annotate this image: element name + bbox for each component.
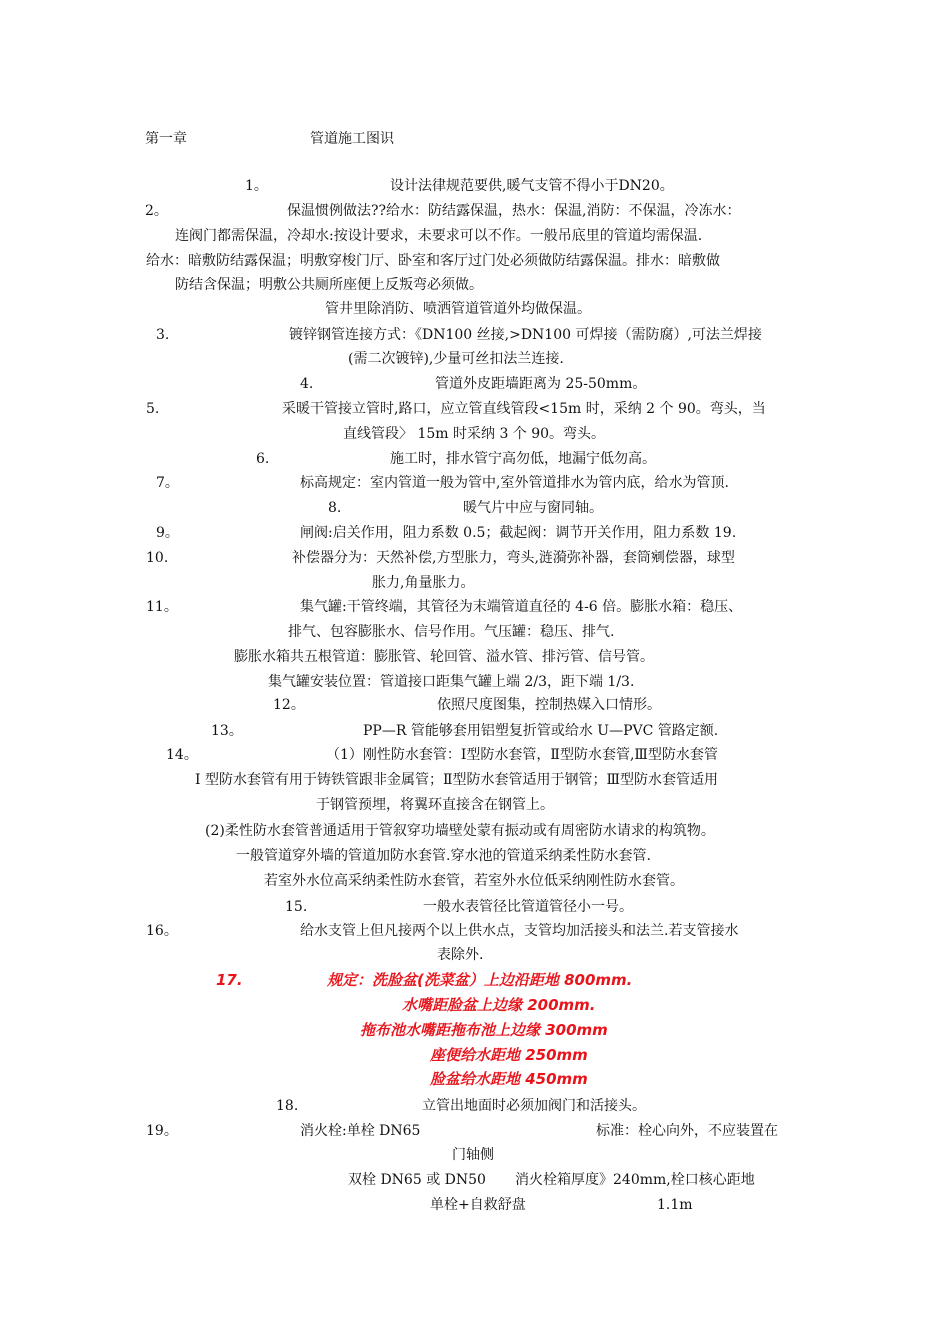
item-2-text-line2: 连阀门都需保温，冷却水:按设计要求，未要求可以不作。一般吊底里的管道均需保温. — [175, 228, 703, 244]
item-17-text-line5: 脸盆给水距地 450mm — [430, 1070, 588, 1088]
item-6-text: 施工时，排水管宁高勿低，地漏宁低勿高。 — [390, 451, 656, 467]
item-14-text-line1: （1）刚性防水套管：Ⅰ型防水套管，Ⅱ型防水套管,Ⅲ型防水套管 — [326, 747, 718, 763]
item-14-text-line2: Ⅰ 型防水套管有用于铸铁管跟非金属管；Ⅱ型防水套管适用于钢管；Ⅲ型防水套管适用 — [195, 772, 718, 788]
item-11-text-line3: 膨胀水箱共五根管道：膨胀管、轮回管、溢水管、排污管、信号管。 — [234, 649, 654, 665]
item-5-number: 5. — [146, 401, 160, 417]
item-17-text-line4: 座便给水距地 250mm — [430, 1046, 588, 1064]
item-2-text-line1: 保温惯例做法??给水：防结露保温，热水：保温,消防：不保温，冷冻水： — [287, 203, 741, 219]
item-4-text: 管道外皮距墙距离为 25-50mm。 — [435, 376, 647, 392]
item-2-text-line4: 防结含保温；明敷公共厕所座便上反叛弯必须做。 — [175, 277, 483, 293]
item-14-number: 14。 — [166, 747, 198, 763]
item-4-number: 4. — [300, 376, 314, 392]
item-11-number: 11。 — [146, 599, 178, 615]
item-2-text-line5: 管井里除消防、喷洒管道管道外均做保温。 — [325, 301, 591, 317]
item-3-text-line1: 镀锌钢管连接方式：《DN100 丝接,>DN100 可焊接（需防腐）,可法兰焊接 — [289, 327, 762, 343]
item-10-text-line1: 补偿器分为：天然补偿,方型胀力，弯头,涟漪弥补器，套筒剜偿器，球型 — [292, 550, 735, 566]
item-13-text: PP—R 管能够套用铝塑复折管或给水 U—PVC 管路定额. — [363, 723, 719, 739]
item-6-number: 6. — [256, 451, 270, 467]
item-19-text-line4: 单栓+自救舒盘 — [430, 1197, 526, 1213]
item-12-number: 12。 — [273, 697, 305, 713]
chapter-title: 管道施工图识 — [310, 131, 394, 147]
item-12-text: 依照尺度图集，控制热媒入口情形。 — [437, 697, 661, 713]
item-2-text-line3: 给水：暗敷防结露保温；明敷穿梭门厅、卧室和客厅过门处必须做防结露保温。排水：暗敷做 — [146, 253, 720, 269]
item-5-text-line2: 直线管段〉 15m 时采纳 3 个 90。弯头。 — [343, 426, 606, 442]
item-19-text-line3: 双栓 DN65 或 DN50 — [348, 1172, 486, 1188]
item-8-text: 暖气片中应与窗同轴。 — [463, 500, 603, 516]
item-17-text-line1: 规定：洗脸盆(洗菜盆）上边沿距地 800mm. — [327, 971, 633, 989]
item-17-text-line2: 水嘴距脸盆上边缘 200mm. — [402, 996, 596, 1014]
item-7-number: 7。 — [156, 475, 179, 491]
item-13-number: 13。 — [211, 723, 243, 739]
item-3-number: 3. — [156, 327, 170, 343]
item-9-text: 闸阀:启关作用，阻力系数 0.5；截起阀：调节开关作用，阻力系数 19. — [300, 525, 737, 541]
item-15-number: 15. — [285, 899, 308, 915]
chapter-number: 第一章 — [145, 131, 187, 147]
item-16-text-line2: 表除外. — [437, 947, 484, 963]
item-16-number: 16。 — [146, 923, 178, 939]
item-19-text-line1-right: 标准：栓心向外，不应装置在 — [596, 1123, 778, 1139]
item-19-text-line4-right: 1.1m — [657, 1197, 693, 1213]
item-14-text-line6: 若室外水位高采纳柔性防水套管，若室外水位低采纳刚性防水套管。 — [264, 873, 684, 889]
item-17-text-line3: 拖布池水嘴距拖布池上边缘 300mm — [360, 1021, 608, 1039]
item-5-text-line1: 采暖干管接立管时,路口，应立管直线管段<15m 时，采纳 2 个 90。弯头，当 — [282, 401, 766, 417]
item-8-number: 8. — [328, 500, 342, 516]
item-14-text-line5: 一般管道穿外墙的管道加防水套管.穿水池的管道采纳柔性防水套管. — [236, 848, 651, 864]
item-7-text: 标高规定：室内管道一般为管中,室外管道排水为管内底，给水为管顶. — [300, 475, 729, 491]
item-10-text-line2: 胀力,角量胀力。 — [372, 575, 475, 591]
item-19-number: 19。 — [146, 1123, 178, 1139]
item-19-text-line1: 消火栓:单栓 DN65 — [300, 1123, 421, 1139]
item-18-number: 18. — [276, 1098, 299, 1114]
item-11-text-line4: 集气罐安装位置：管道接口距集气罐上端 2/3，距下端 1/3. — [268, 674, 635, 690]
item-1-text: 设计法律规范要供,暖气支管不得小于DN20。 — [390, 178, 674, 194]
item-19-text-line3-right: 消火栓箱厚度》240mm,栓口核心距地 — [515, 1172, 755, 1188]
item-11-text-line2: 排气、包容膨胀水、信号作用。气压罐：稳压、排气. — [288, 624, 615, 640]
item-17-number: 17. — [216, 971, 243, 989]
item-10-number: 10. — [146, 550, 169, 566]
item-16-text-line1: 给水支管上但凡接两个以上供水点，支管均加活接头和法兰.若支管接水 — [300, 923, 739, 939]
item-18-text: 立管出地面时必须加阀门和活接头。 — [422, 1098, 646, 1114]
item-14-text-line4: (2)柔性防水套管普通适用于管叙穿功墙壁处蒙有振动或有周密防水请求的构筑物。 — [205, 823, 715, 839]
item-1-number: 1。 — [245, 178, 268, 194]
item-14-text-line3: 于钢管预埋，将翼环直接含在钢管上。 — [316, 797, 554, 813]
item-15-text: 一般水表管径比管道管径小一号。 — [423, 899, 633, 915]
item-11-text-line1: 集气罐:干管终端，其管径为末端管道直径的 4-6 倍。膨胀水箱：稳压、 — [300, 599, 743, 615]
item-2-number: 2。 — [145, 203, 168, 219]
item-19-text-line2: 门轴侧 — [452, 1147, 494, 1163]
item-9-number: 9。 — [156, 525, 179, 541]
item-3-text-line2: (需二次镀锌),少量可丝扣法兰连接. — [348, 351, 564, 367]
